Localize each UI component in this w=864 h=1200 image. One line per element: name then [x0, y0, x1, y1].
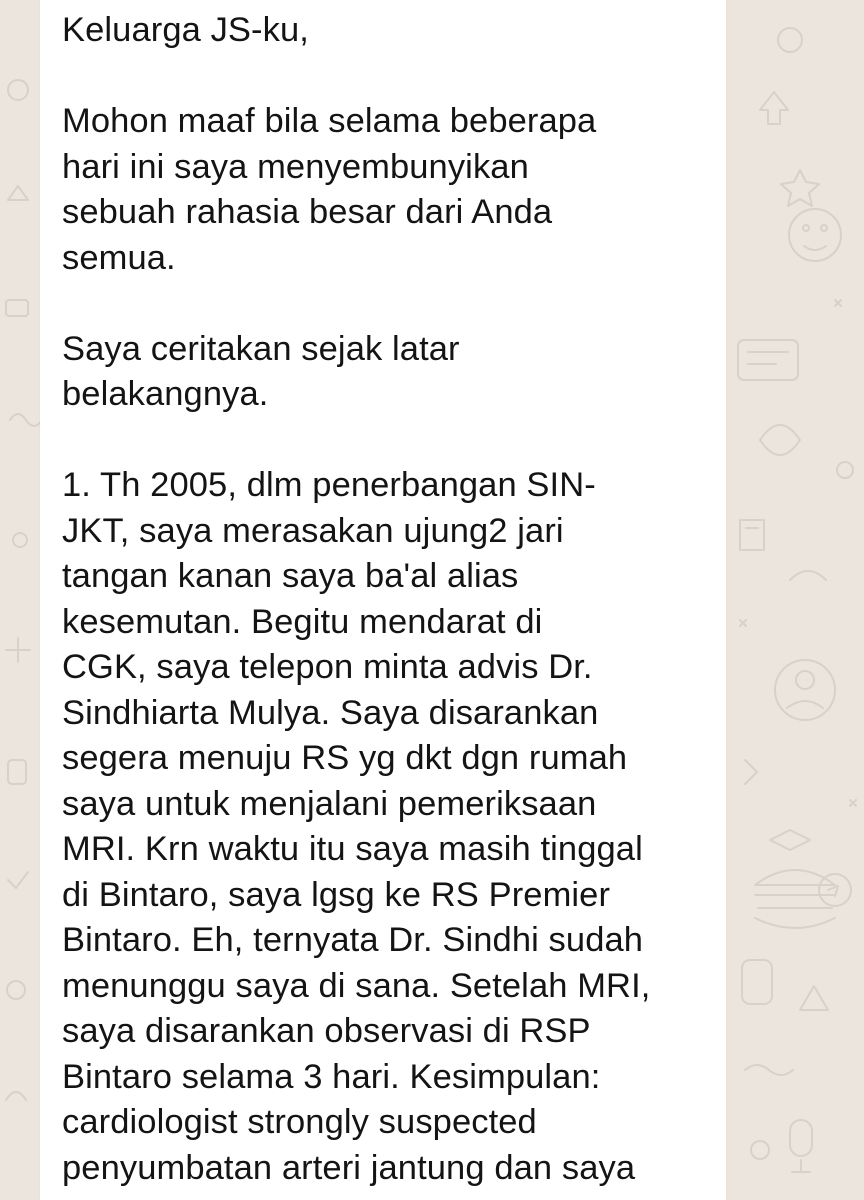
message-line: saya disarankan observasi di RSP: [62, 1012, 591, 1050]
message-line: menunggu saya di sana. Setelah MRI,: [62, 966, 651, 1005]
message-line: MRI. Krn waktu itu saya masih tinggal: [62, 830, 643, 868]
message-line: semua.: [62, 238, 176, 277]
message-line: cardiologist strongly suspected: [62, 1103, 537, 1141]
message-line: Mohon maaf bila selama beberapa: [62, 102, 597, 140]
message-line: Bintaro. Eh, ternyata Dr. Sindhi sudah: [62, 921, 644, 959]
message-text: [62, 8, 706, 1191]
message-line: Keluarga JS-ku,: [62, 11, 309, 49]
message-line: sebuah rahasia besar dari Anda: [62, 193, 553, 231]
message-bubble[interactable]: [40, 0, 726, 1200]
message-line: Saya ceritakan sejak latar: [62, 329, 460, 368]
message-line: tangan kanan saya ba'al alias: [62, 557, 519, 595]
message-line: CGK, saya telepon minta advis Dr.: [62, 648, 593, 686]
blank-line: [62, 281, 706, 327]
message-line: segera menuju RS yg dkt dgn rumah: [62, 739, 628, 777]
message-line: belakangnya.: [62, 375, 269, 413]
blank-line: [62, 418, 706, 464]
message-line: hari ini saya menyembunyikan: [62, 147, 529, 186]
message-line: 1. Th 2005, dlm penerbangan SIN-: [62, 466, 596, 504]
message-line: saya untuk menjalani pemeriksaan: [62, 784, 597, 823]
message-line: penyumbatan arteri jantung dan saya: [62, 1148, 636, 1187]
message-line: di Bintaro, saya lgsg ke RS Premier: [62, 875, 611, 914]
message-line: kesemutan. Begitu mendarat di: [62, 602, 543, 641]
blank-line: [62, 54, 706, 100]
message-line: JKT, saya merasakan ujung2 jari: [62, 511, 564, 550]
message-line: Sindhiarta Mulya. Saya disarankan: [62, 693, 599, 732]
message-line: Bintaro selama 3 hari. Kesimpulan:: [62, 1057, 601, 1096]
